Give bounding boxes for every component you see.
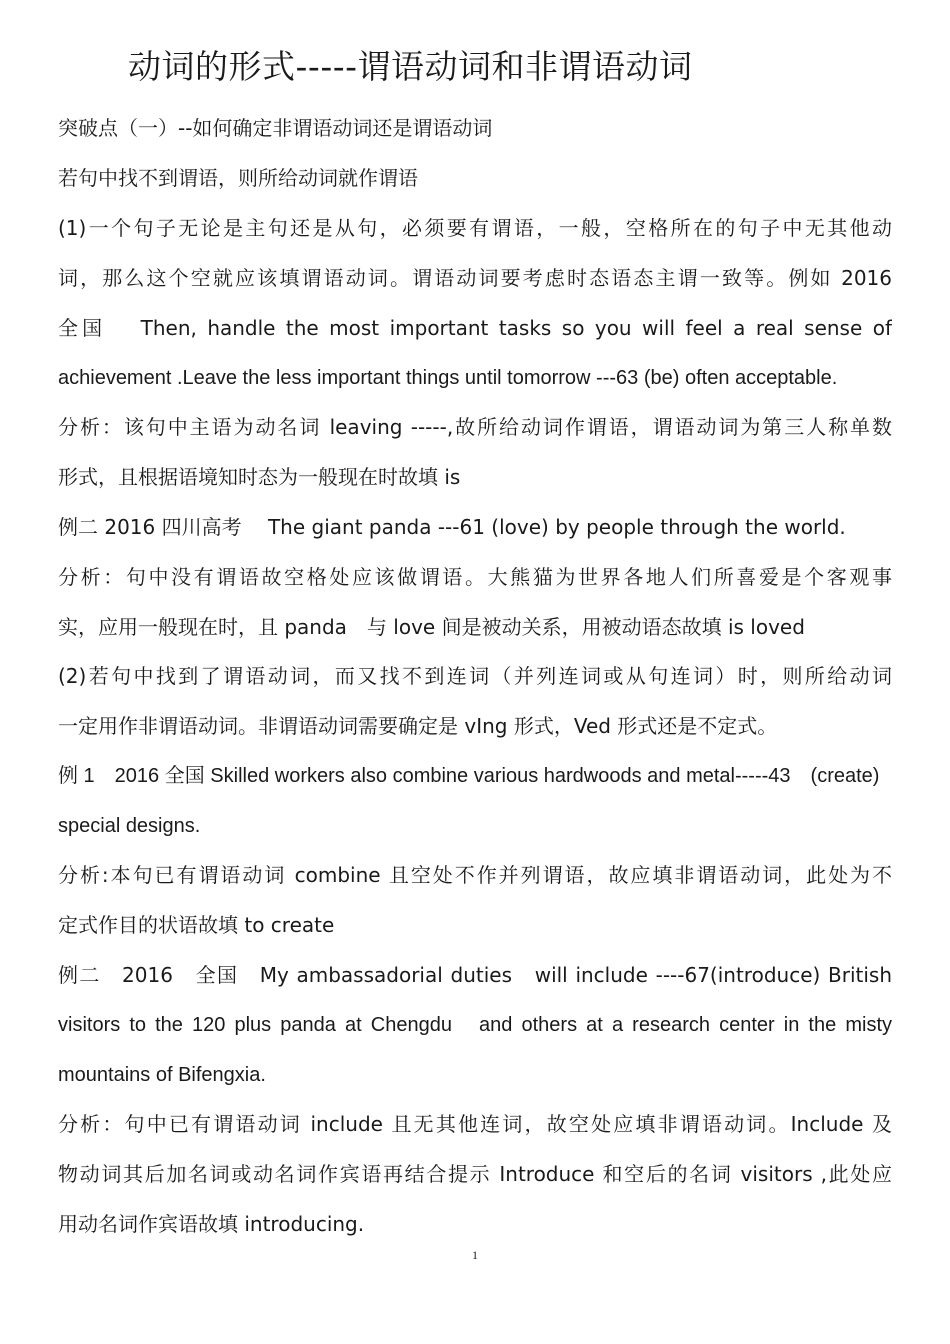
text-line: (1)一个句子无论是主句还是从句，必须要有谓语，一般，空格所在的句子中无其他动 (58, 216, 892, 240)
text-line: (2)若句中找到了谓语动词，而又找不到连词（并列连词或从句连词）时，则所给动词 (58, 664, 892, 688)
page-title: 动词的形式-----谓语动词和非谓语动词 (128, 47, 693, 86)
text-line: 分析：句中已有谓语动词 include 且无其他连词，故空处应填非谓语动词。Include 及 (58, 1112, 892, 1136)
text-line: 实，应用一般现在时，且 panda 与 love 间是被动关系，用被动语态故填 is loved (58, 615, 805, 639)
text-line: 分析：句中没有谓语故空格处应该做谓语。大熊猫为世界各地人们所喜爱是个客观事 (58, 565, 892, 589)
text-line: 词，那么这个空就应该填谓语动词。谓语动词要考虑时态语态主谓一致等。例如 2016 (58, 266, 892, 290)
text-line: 全国 Then, handle the most important tasks so you will feel a real sense of (58, 316, 892, 340)
text-line: 若句中找不到谓语，则所给动词就作谓语 (58, 166, 418, 190)
text-line: 突破点（一）--如何确定非谓语动词还是谓语动词 (58, 116, 493, 140)
text-line: 例 1 2016 全国 Skilled workers also combine various hardwoods and metal-----43 (create) (58, 765, 880, 787)
text-line: 物动词其后加名词或动名词作宾语再结合提示 Introduce 和空后的名词 visitors ,此处应 (58, 1162, 892, 1186)
text-line: 例二 2016 全国 My ambassadorial duties will include ----67(introduce) British (58, 963, 892, 987)
text-line: 例二 2016 四川高考 The giant panda ---61 (love) by people through the world. (58, 515, 846, 539)
text-line: 用动名词作宾语故填 introducing. (58, 1212, 365, 1236)
text-line: visitors to the 120 plus panda at Chengdu and others at a research center in the misty (58, 1014, 892, 1036)
text-line: 形式，且根据语境知时态为一般现在时故填 is (58, 465, 461, 489)
text-line: achievement .Leave the less important things until tomorrow ---63 (be) often acceptable. (58, 367, 838, 389)
text-line: 分析：该句中主语为动名词 leaving -----,故所给动词作谓语，谓语动词为第三人称单数 (58, 415, 892, 439)
text-line: 定式作目的状语故填 to create (58, 913, 335, 937)
text-line: 分析:本句已有谓语动词 combine 且空处不作并列谓语，故应填非谓语动词，此处为不 (58, 863, 892, 887)
page-number: 1 (472, 1248, 478, 1262)
text-line: special designs. (58, 815, 201, 837)
text-line: 一定用作非谓语动词。非谓语动词需要确定是 vIng 形式，Ved 形式还是不定式。 (58, 714, 778, 738)
text-line: mountains of Bifengxia. (58, 1064, 266, 1086)
